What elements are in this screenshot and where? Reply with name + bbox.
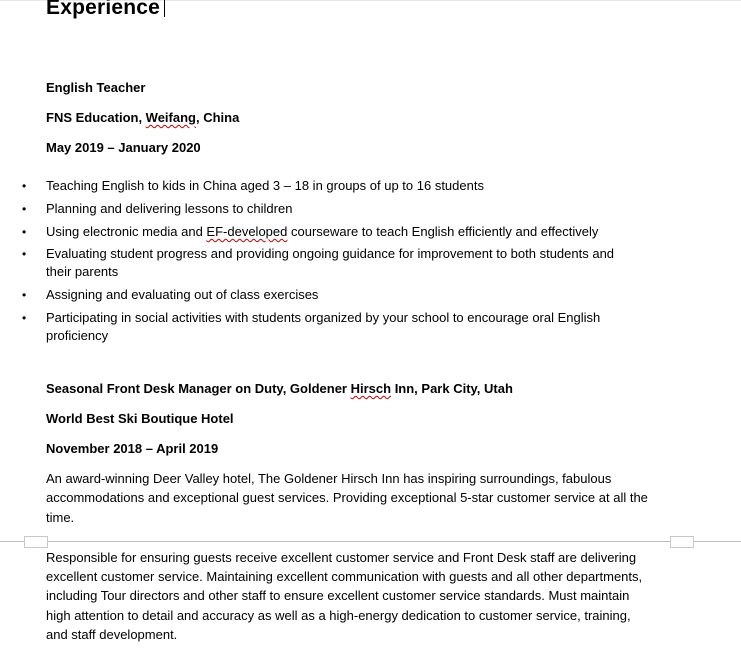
job1-bullet-3-before: Using electronic media and: [46, 224, 207, 239]
job2-dates[interactable]: November 2018 – April 2019: [46, 441, 219, 456]
job1-bullet-1[interactable]: Teaching English to kids in China aged 3 – 18 in groups of up to 16 students: [46, 178, 484, 193]
page-break-line: [0, 541, 741, 542]
job2-title-before: Seasonal Front Desk Manager on Duty, Goldener: [46, 381, 351, 396]
job1-employer-suffix: , China: [196, 110, 240, 125]
job1-bullet-4-line2[interactable]: their parents: [46, 264, 119, 279]
job2-title[interactable]: [46, 381, 513, 396]
text-cursor: [164, 0, 165, 17]
job1-bullet-4-line1[interactable]: Evaluating student progress and providing ongoing guidance for improvement to both students and: [46, 246, 615, 261]
job1-title[interactable]: English Teacher: [46, 80, 146, 95]
job1-employer[interactable]: [46, 110, 239, 125]
job1-bullet-5[interactable]: Assigning and evaluating out of class exercises: [46, 287, 319, 302]
spellcheck-flag-weifang[interactable]: Weifang: [145, 110, 196, 125]
job2-intro-line2[interactable]: accommodations and exceptional guest services. Providing exceptional 5-star customer service at all the: [46, 490, 648, 505]
job1-bullet-6-line2[interactable]: proficiency: [46, 328, 109, 343]
job2-subtitle[interactable]: World Best Ski Boutique Hotel: [46, 411, 234, 426]
bullet-marker: •: [22, 247, 27, 261]
job1-bullet-6-line1[interactable]: Participating in social activities with students organized by your school to encourage oral English: [46, 310, 601, 325]
job2-resp-line2[interactable]: excellent customer service. Maintaining excellent communication with guests and all other departments,: [46, 569, 643, 584]
bullet-marker: •: [22, 311, 27, 325]
job1-bullet-3-after: courseware to teach English efficiently and effectively: [287, 224, 599, 239]
page-corner-marker-right: [670, 536, 694, 548]
section-heading-text: Experience: [46, 0, 161, 19]
job2-title-after: Inn, Park City, Utah: [391, 381, 513, 396]
job2-resp-line3[interactable]: including Tour directors and other staff to ensure excellent customer service standards. Must maintain: [46, 588, 630, 603]
job1-employer-prefix: FNS Education,: [46, 110, 146, 125]
page-corner-marker-left: [24, 536, 48, 548]
job1-bullet-3[interactable]: [46, 224, 598, 239]
bullet-marker: •: [22, 288, 27, 302]
job2-resp-line4[interactable]: high attention to detail and accuracy as well as a high-energy dedication to customer service, training,: [46, 608, 631, 623]
job1-dates[interactable]: May 2019 – January 2020: [46, 140, 201, 155]
job2-resp-line5[interactable]: and staff development.: [46, 627, 178, 642]
spellcheck-flag-ef-developed[interactable]: EF-developed: [206, 224, 288, 239]
job2-resp-line1[interactable]: Responsible for ensuring guests receive excellent customer service and Front Desk staff are delivering: [46, 550, 637, 565]
spellcheck-flag-hirsch[interactable]: Hirsch: [350, 381, 392, 396]
bullet-marker: •: [22, 179, 27, 193]
bullet-marker: •: [22, 225, 27, 239]
job2-intro-line3[interactable]: time.: [46, 510, 75, 525]
bullet-marker: •: [22, 202, 27, 216]
job1-bullet-2[interactable]: Planning and delivering lessons to children: [46, 201, 293, 216]
section-heading[interactable]: [46, 0, 165, 20]
job2-intro-line1[interactable]: An award-winning Deer Valley hotel, The Goldener Hirsch Inn has inspiring surroundings, fabulous: [46, 471, 612, 486]
